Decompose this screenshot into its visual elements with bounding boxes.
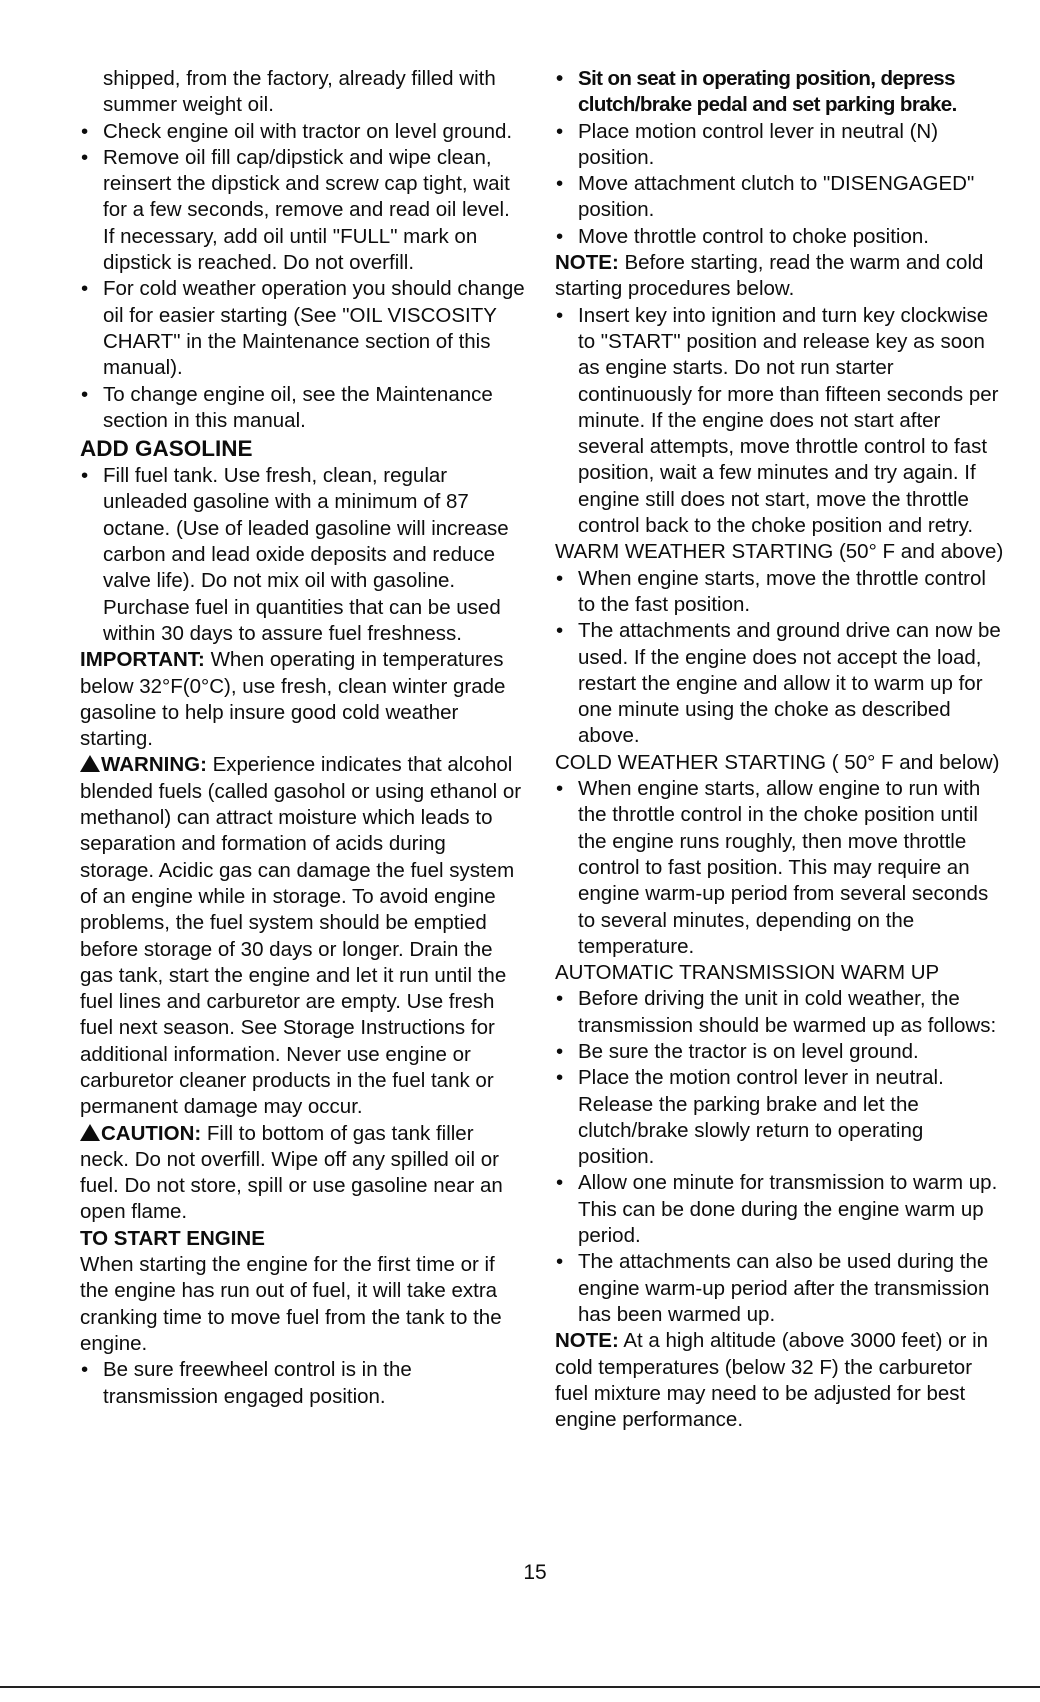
right-column (555, 66, 1005, 1433)
bullet-warm-attachments: • The attachments and ground drive can now be used. If the engine does not accept the load, restart the engine and allow it to warm up for one minute using the choke as described above. (555, 618, 1005, 749)
bullet-trans-one-minute: • Allow one minute for transmission to warm up. This can be done during the engine warm up period. (555, 1170, 1005, 1249)
bullet-cold-start: • When engine starts, allow engine to run with the throttle control in the choke position until the engine runs roughly, then move throttle control to fast position. This may require an engine warm-up period from several seconds to several minutes, depending on the temperature. (555, 776, 1005, 960)
note-label: NOTE: (555, 251, 619, 275)
warning-text: Experience indicates that alcohol blended fuels (called gasohol or using ethanol or methanol) can attract moisture which leads to separation and formation of acids during storage. Acidic gas can damage the fuel system of an engine while in storage. To avoid engine problems, the fuel system should be emptied before storage of 30 days or longer. Drain the gas tank, start the engine and let it run until the fuel lines and carburetor are empty. Use fresh fuel next season. See Storage Instructions for additional information. Never use engine or carburetor cleaner products in the fuel tank or permanent damage may occur. (80, 753, 522, 1119)
warning-paragraph (80, 752, 525, 1120)
warning-triangle-icon (80, 755, 100, 772)
important-label: IMPORTANT: (80, 648, 205, 672)
bullet-cold-weather-oil: • For cold weather operation you should change oil for easier starting (See "OIL VISCOSITY CHART" in the Maintenance section of this manual). (80, 276, 525, 381)
caution-paragraph (80, 1121, 525, 1226)
caution-triangle-icon (80, 1124, 100, 1141)
bullet-trans-before-driving: • Before driving the unit in cold weather, the transmission should be warmed up as follows: (555, 986, 1005, 1039)
caution-label: CAUTION: (101, 1121, 202, 1145)
note-high-altitude (555, 1328, 1005, 1433)
oil-intro-text: shipped, from the factory, already filled with summer weight oil. (103, 67, 496, 117)
caution-text: Fill to bottom of gas tank filler neck. Do not overfill. Wipe off any spilled oil or fuel. Do not store, spill or use gasoline near an open flame. (80, 1121, 503, 1224)
note-label: NOTE: (555, 1329, 619, 1353)
start-engine-text: When starting the engine for the first time or if the engine has run out of fuel, it will take extra cranking time to move fuel from the tank to the engine. (80, 1253, 502, 1355)
bottom-rule (0, 1686, 1040, 1688)
bullet-sit-on-seat: • Sit on seat in operating position, depress clutch/brake pedal and set parking brake. (555, 66, 1005, 119)
important-text: When operating in temperatures below 32°F(0°C), use fresh, clean winter grade gasoline to help insure good cold weather starting. (80, 648, 506, 751)
bullet-throttle-choke: • Move throttle control to choke position. (555, 224, 1005, 250)
page-number: 15 (523, 1561, 547, 1584)
bullet-warm-throttle: • When engine starts, move the throttle control to the fast position. (555, 566, 1005, 619)
note-before-starting (555, 250, 1005, 303)
important-paragraph (80, 647, 525, 752)
bullet-insert-key: • Insert key into ignition and turn key clockwise to "START" position and release key as soon as engine starts. Do not run starter continuously for more than fifteen seconds per minute. If the engine does not start after several attempts, move throttle control to fast position, wait a few minutes and try again. If engine still does not start, move the throttle control back to the choke position and retry. (555, 303, 1005, 540)
bullet-freewheel: • Be sure freewheel control is in the transmission engaged position. (80, 1357, 525, 1410)
warning-label: WARNING: (101, 753, 207, 777)
note-text: Before starting, read the warm and cold starting procedures below. (555, 251, 984, 301)
bullet-trans-level-ground: • Be sure the tractor is on level ground. (555, 1039, 1005, 1065)
bullet-trans-attachments: • The attachments can also be used during the engine warm-up period after the transmission has been warmed up. (555, 1249, 1005, 1328)
bullet-motion-neutral: • Place motion control lever in neutral (N) position. (555, 119, 1005, 172)
heading-warm-weather: WARM WEATHER STARTING (50° F and above) (555, 540, 1004, 564)
bullet-change-oil: • To change engine oil, see the Maintenance section in this manual. (80, 382, 525, 435)
heading-to-start-engine: TO START ENGINE (80, 1226, 265, 1250)
heading-cold-weather: COLD WEATHER STARTING ( 50° F and below) (555, 750, 1000, 774)
note-text: At a high altitude (above 3000 feet) or in cold temperatures (below 32 F) the carburetor fuel mixture may need to be adjusted for best engine performance. (555, 1329, 989, 1432)
bullet-fill-fuel: • Fill fuel tank. Use fresh, clean, regular unleaded gasoline with a minimum of 87 octane. (Use of leaded gasoline will increase carbon and lead oxide deposits and reduce valve life). Do not mix oil with gasoline. Purchase fuel in quantities that can be used within 30 days to assure fuel freshness. (80, 463, 525, 647)
bullet-trans-neutral: • Place the motion control lever in neutral. Release the parking brake and let the clutch/brake slowly return to operating position. (555, 1065, 1005, 1170)
bullet-dipstick: • Remove oil fill cap/dipstick and wipe clean, reinsert the dipstick and screw cap tight, wait for a few seconds, remove and read oil level. If necessary, add oil until "FULL" mark on dipstick is reached. Do not overfill. (80, 145, 525, 276)
left-column (80, 66, 525, 1410)
bullet-check-oil: • Check engine oil with tractor on level ground. (80, 119, 525, 145)
bullet-attachment-clutch: • Move attachment clutch to "DISENGAGED" position. (555, 171, 1005, 224)
heading-transmission-warm-up: AUTOMATIC TRANSMISSION WARM UP (555, 961, 940, 985)
heading-add-gasoline: ADD GASOLINE (80, 436, 253, 462)
